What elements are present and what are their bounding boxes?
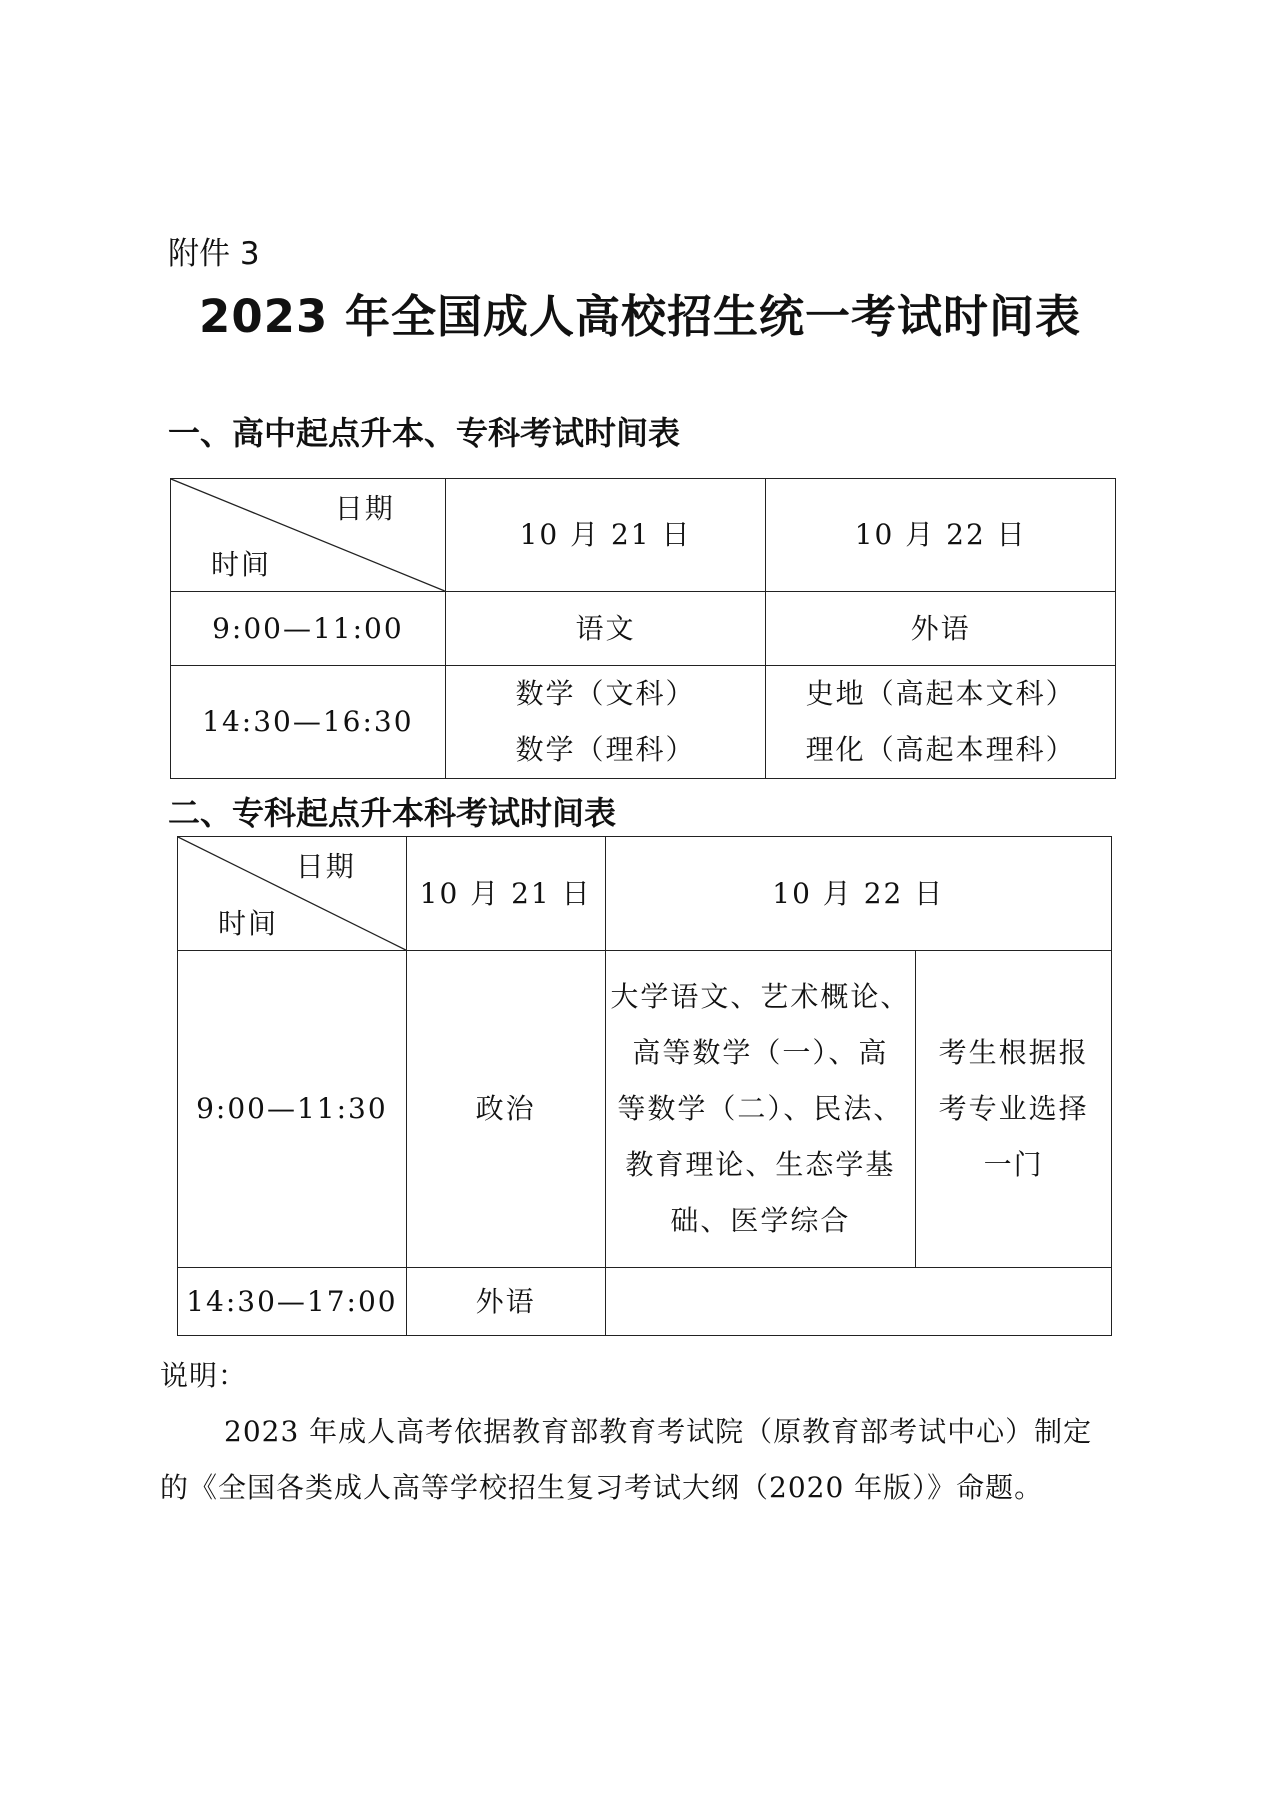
note-line: 考专业选择: [938, 1092, 1089, 1125]
subject-line: 数学（文科）: [515, 677, 696, 710]
subject-line: 等数学（二）、民法、: [617, 1092, 904, 1125]
subject-cell: 语文: [445, 592, 766, 666]
section1-table: [170, 478, 1116, 779]
notes-block: [160, 1348, 1100, 1516]
header-date-label: 日期: [295, 850, 356, 883]
time-cell: 14:30—16:30: [171, 666, 446, 779]
date-header: 10 月 21 日: [406, 837, 605, 951]
time-cell: 9:00—11:00: [171, 592, 446, 666]
subject-cell: [766, 666, 1116, 779]
subject-line: 理化（高起本理科）: [805, 733, 1076, 766]
header-date-label: 日期: [334, 492, 395, 525]
empty-cell: [605, 1268, 1111, 1336]
subject-list-cell: [605, 951, 916, 1268]
note-line: 考生根据报: [938, 1036, 1089, 1069]
time-cell: 14:30—17:00: [178, 1268, 407, 1336]
header-time-label: 时间: [218, 907, 279, 940]
subject-cell: 外语: [406, 1268, 605, 1336]
header-time-label: 时间: [211, 548, 272, 581]
section2-table: [177, 836, 1112, 1336]
subject-line: 大学语文、艺术概论、: [610, 980, 911, 1013]
page-title: 2023 年全国成人高校招生统一考试时间表: [199, 290, 1081, 343]
note-cell: [916, 951, 1112, 1268]
date-header: 10 月 21 日: [445, 479, 766, 592]
time-cell: 9:00—11:30: [178, 951, 407, 1268]
subject-line: 高等数学（一）、高: [632, 1036, 889, 1069]
subject-cell: 外语: [766, 592, 1116, 666]
subject-cell: 政治: [406, 951, 605, 1268]
subject-line: 数学（理科）: [515, 733, 696, 766]
diagonal-header-cell: [171, 479, 446, 592]
subject-line: 础、医学综合: [670, 1204, 851, 1237]
notes-label: 说明：: [160, 1359, 248, 1392]
section1-heading: 一、高中起点升本、专科考试时间表: [168, 414, 681, 452]
note-line: 一门: [983, 1148, 1044, 1181]
diagonal-header-cell: [178, 837, 407, 951]
date-header: 10 月 22 日: [605, 837, 1111, 951]
section2-heading: 二、专科起点升本科考试时间表: [168, 794, 617, 832]
date-header: 10 月 22 日: [766, 479, 1116, 592]
subject-cell: [445, 666, 766, 779]
subject-line: 史地（高起本文科）: [805, 677, 1076, 710]
subject-line: 教育理论、生态学基: [625, 1148, 896, 1181]
notes-body: 2023 年成人高考依据教育部教育考试院（原教育部考试中心）制定的《全国各类成人高等学校招生复习考试大纲（2020 年版）》命题。: [160, 1415, 1093, 1504]
attachment-label: 附件 3: [168, 236, 260, 272]
